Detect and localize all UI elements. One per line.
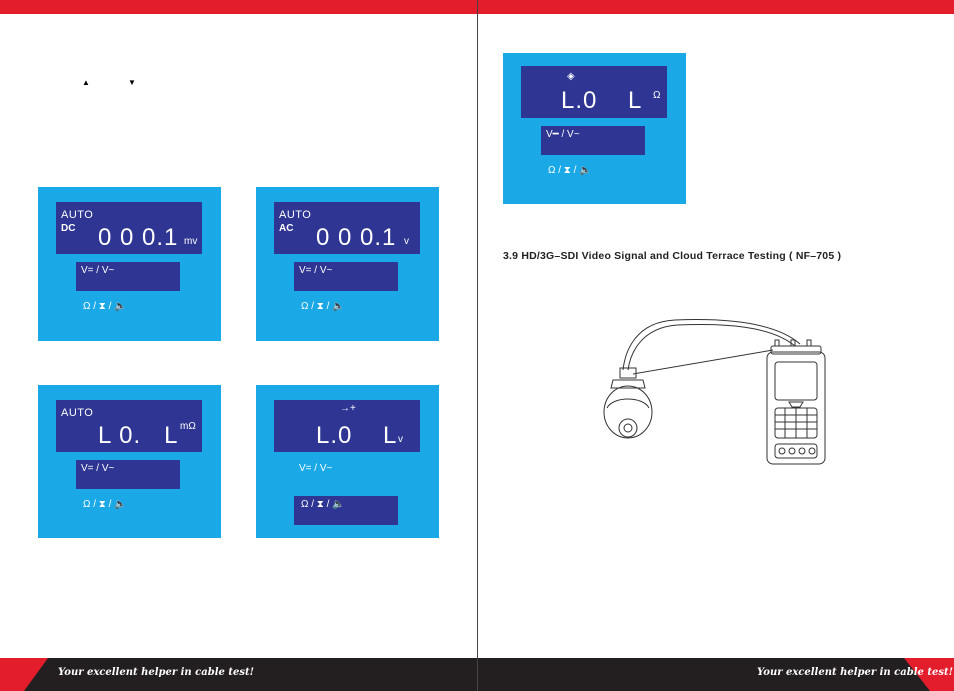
meter-panel-resistance [38,385,221,538]
current-type-label: DC [61,223,76,234]
unit-label: Ω [653,90,661,101]
reading-value: 0 0 0.1 [316,224,397,251]
reading-value: L.0 L [316,422,398,449]
unit-label: v [404,236,409,247]
diode-icon: →+ [340,403,356,414]
buzzer-icon: ◈ [567,71,575,82]
meter-panel-continuity [503,53,686,204]
lcd-display [56,202,202,254]
reading-value: L 0. L [98,422,179,449]
current-type-label: AC [279,223,294,234]
voltage-mode-label: V= / V~ [81,463,115,474]
mode-label: AUTO [61,209,94,221]
page-divider [477,0,478,691]
resistance-mode-label: Ω / ⧗ / 🔈 [83,499,127,510]
top-bar-right [478,0,954,14]
resistance-mode-label: Ω / ⧗ / 🔈 [548,165,592,176]
resistance-mode-label: Ω / ⧗ / 🔈 [301,301,345,312]
voltage-mode-label: V= / V~ [299,265,333,276]
meter-panel-dc [38,187,221,341]
arrow-up-icon: ▲ [82,78,90,87]
voltage-mode-label: V= / V~ [299,463,333,474]
reading-value: L.0 L [561,87,643,114]
voltage-mode-label: V= / V~ [81,265,115,276]
unit-label: mΩ [180,421,196,432]
footer-tagline-left: Your excellent helper in cable test! [58,667,254,678]
meter-panel-ac [256,187,439,341]
voltage-mode-label: V━ / V~ [546,129,580,140]
footer-tagline-right: Your excellent helper in cable test! [757,667,953,678]
unit-label: mv [184,236,198,247]
mode-label: AUTO [61,407,94,419]
tester-camera-illustration [595,312,835,472]
lcd-display [274,400,420,452]
lcd-display [56,400,202,452]
reading-value: 0 0 0.1 [98,224,179,251]
arrow-down-icon: ▼ [128,78,136,87]
resistance-mode-label: Ω / ⧗ / 🔈 [301,499,345,510]
mode-label: AUTO [279,209,312,221]
top-bar-left [0,0,477,14]
lcd-display [521,66,667,118]
lcd-display [274,202,420,254]
resistance-mode-label: Ω / ⧗ / 🔈 [83,301,127,312]
section-heading: 3.9 HD/3G–SDI Video Signal and Cloud Terrace Testing ( NF–705 ) [503,250,842,262]
meter-panel-diode [256,385,439,538]
unit-label: v [398,434,403,445]
